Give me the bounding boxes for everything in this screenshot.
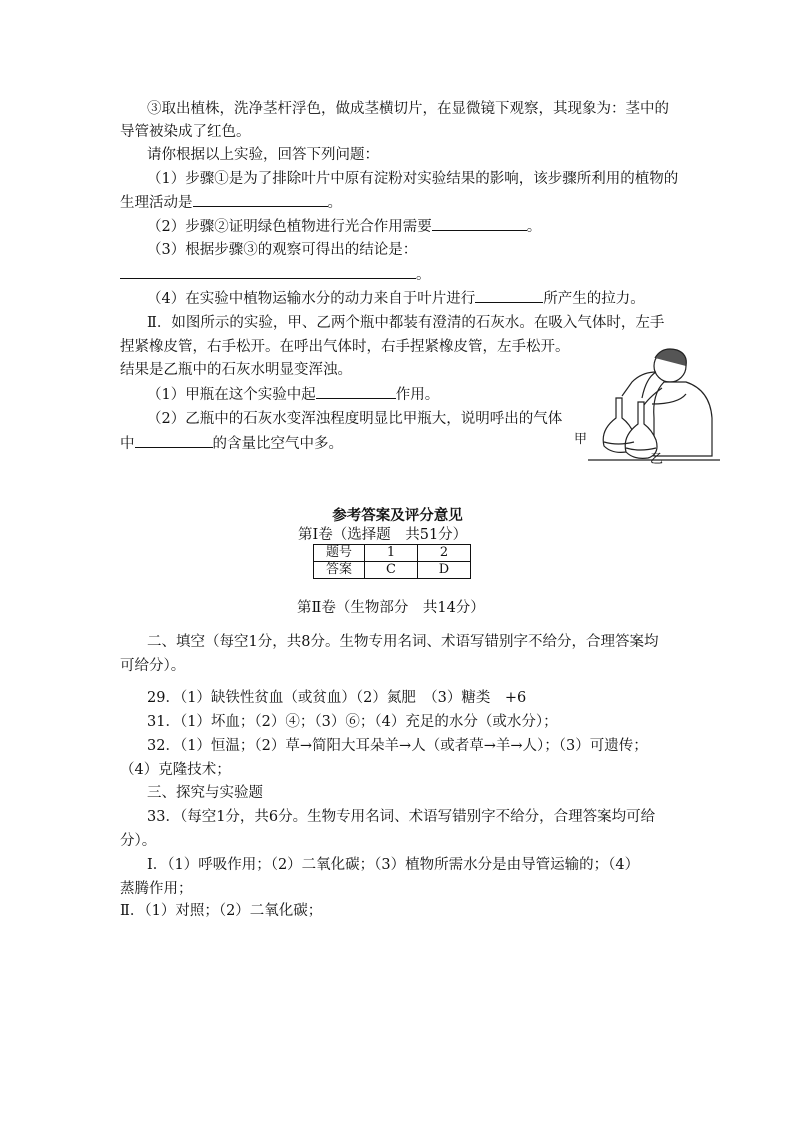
table-cell: 答案 [314, 562, 365, 579]
q1-label: 生理活动是 [120, 195, 193, 211]
answer-32-line-2: （4）克隆技术； [120, 762, 231, 778]
table-cell: 1 [365, 545, 418, 562]
answer-33-line-1: 33．（每空1分，共6分。生物专用名词、术语写错别字不给分，合理答案均可给 [147, 809, 656, 825]
part2-q2-line: （2）乙瓶中的石灰水变浑浊程度明显比甲瓶大，说明呼出的气体 [147, 411, 563, 427]
q4-label: （4）在实验中植物运输水分的动力来自于叶片进行 [147, 291, 476, 307]
part2-q1-line [147, 384, 439, 405]
q1-answer-line [120, 192, 342, 213]
vol1-heading: 第Ⅰ卷（选择题 共51分） [298, 527, 468, 543]
part2-q1-blank[interactable] [316, 384, 396, 399]
table-row [314, 562, 471, 579]
q1-end: 。 [327, 195, 342, 211]
answer-33-II: Ⅱ．（1）对照；（2）二氧化碳； [120, 903, 323, 919]
table-row [314, 545, 471, 562]
label-yi: 乙 [650, 452, 664, 467]
q3-end: 。 [416, 267, 431, 283]
q2-blank[interactable] [432, 216, 527, 231]
part2-q2-answer-line [120, 433, 343, 454]
answer-29: 29．（1）缺铁性贫血（或贫血）（2）氮肥 （3）糖类 +6 [147, 690, 527, 706]
q2-line [147, 216, 541, 237]
answer-table [313, 544, 471, 579]
part2-q2-label: 中 [120, 436, 135, 452]
answers-title: 参考答案及评分意见 [332, 507, 463, 524]
q2-label: （2）步骤②证明绿色植物进行光合作用需要 [147, 219, 432, 235]
q4-line [147, 288, 645, 309]
question-prompt: 请你根据以上实验，回答下列问题： [147, 147, 379, 163]
q4-blank[interactable] [475, 288, 543, 303]
q4-end: 所产生的拉力。 [543, 291, 645, 307]
table-cell: 2 [418, 545, 471, 562]
q1-blank[interactable] [193, 192, 328, 207]
fill-heading-2: 可给分）。 [120, 658, 186, 674]
part2-q1-label: （1）甲瓶在这个实验中起 [147, 387, 316, 403]
table-cell: 题号 [314, 545, 365, 562]
table-cell: C [365, 562, 418, 579]
part2-q2-end: 的含量比空气中多。 [212, 436, 343, 452]
answer-33-I-line-2: 蒸腾作用； [120, 881, 193, 897]
answer-31: 31．（1）坏血；（2）④；（3）⑥；（4）充足的水分（或水分）； [147, 714, 558, 730]
part2-intro-1: Ⅱ．如图所示的实验，甲、乙两个瓶中都装有澄清的石灰水。在吸入气体时，左手 [147, 315, 665, 331]
answer-32-line-1: 32．（1）恒温；（2）草→简阳大耳朵羊→人（或者草→羊→人）；（3）可遗传； [147, 738, 648, 754]
table-cell: D [418, 562, 471, 579]
q2-end: 。 [526, 219, 542, 235]
answer-33-line-2: 分）。 [120, 833, 157, 849]
part2-intro-2: 捏紧橡皮管，右手松开。在呼出气体时，右手捏紧橡皮管，左手松开。 [120, 339, 570, 355]
step3-line-cont: 导管被染成了红色。 [120, 124, 251, 140]
part2-q1-end: 作用。 [395, 387, 440, 403]
q3-blank[interactable] [120, 264, 416, 279]
q1-line: （1）步骤①是为了排除叶片中原有淀粉对实验结果的影响，该步骤所利用的植物的 [147, 171, 679, 187]
boy-body [654, 382, 712, 456]
step3-line: ③取出植株，洗净茎杆浮色，做成茎横切片，在显微镜下观察，其现象为：茎中的 [147, 101, 669, 117]
fill-heading-1: 二、填空（每空1分，共8分。生物专用名词、术语写错别字不给分，合理答案均 [147, 634, 659, 650]
part2-intro-3: 结果是乙瓶中的石灰水明显变浑浊。 [120, 362, 352, 378]
vol2-heading: 第Ⅱ卷（生物部分 共14分） [297, 600, 485, 616]
q3-answer-line [120, 264, 431, 285]
answer-33-I-line-1: Ⅰ．（1）呼吸作用；（2）二氧化碳；（3）植物所需水分是由导管运输的；（4） [147, 857, 640, 873]
label-jia: 甲 [574, 432, 588, 447]
part2-q2-blank[interactable] [135, 433, 213, 448]
section-3-heading: 三、探究与实验题 [147, 785, 263, 801]
q3-line: （3）根据步骤③的观察可得出的结论是： [147, 242, 418, 258]
